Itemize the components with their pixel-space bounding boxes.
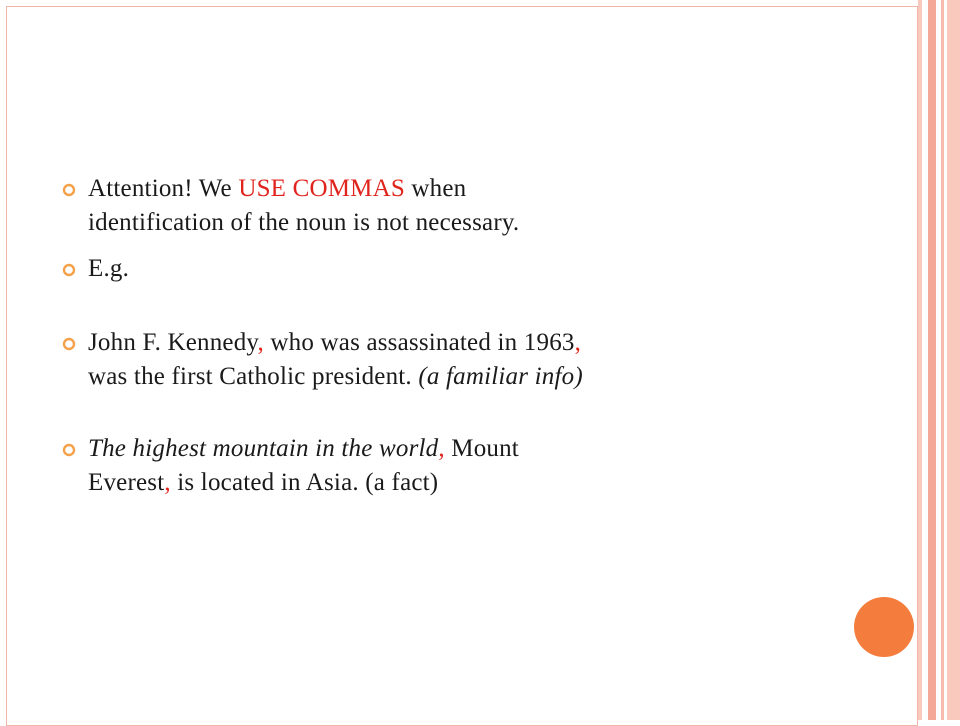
bullet-text: Attention! We bbox=[88, 175, 239, 202]
stripe bbox=[947, 0, 960, 720]
bullet-text: John F. Kennedy bbox=[88, 329, 258, 356]
highlight-comma: , bbox=[164, 469, 171, 496]
highlight-comma: , bbox=[574, 329, 582, 356]
bullet-item bbox=[62, 172, 842, 240]
bullet-item bbox=[62, 252, 842, 286]
stripe bbox=[928, 0, 936, 720]
note-text: (a familiar info) bbox=[418, 363, 583, 390]
bullet-text: who was assassinated in 1963 bbox=[263, 329, 575, 356]
highlight-text: USE COMMAS bbox=[238, 175, 405, 202]
circle-ring-icon bbox=[62, 443, 76, 457]
bullet-text: when bbox=[404, 175, 467, 202]
decorative-stripes bbox=[918, 0, 960, 720]
bullet-item bbox=[62, 326, 842, 394]
bullet-text: was the first Catholic president. bbox=[88, 363, 419, 390]
circle-ring-icon bbox=[62, 183, 76, 197]
bullet-text: Mount bbox=[444, 435, 519, 462]
slide-content bbox=[62, 172, 842, 500]
highlight-comma: , bbox=[257, 329, 264, 356]
bullet-text: Everest bbox=[88, 469, 165, 496]
circle-ring-icon bbox=[62, 263, 76, 277]
accent-circle bbox=[854, 597, 914, 657]
bullet-text: identification of the noun is not necessary. bbox=[88, 209, 520, 236]
italic-text: The highest mountain in the world bbox=[88, 435, 439, 462]
highlight-comma: , bbox=[438, 435, 445, 462]
bullet-text: is located in Asia. (a fact) bbox=[170, 469, 439, 496]
circle-ring-icon bbox=[62, 337, 76, 351]
bullet-item bbox=[62, 432, 842, 500]
bullet-text: E.g. bbox=[88, 255, 130, 282]
